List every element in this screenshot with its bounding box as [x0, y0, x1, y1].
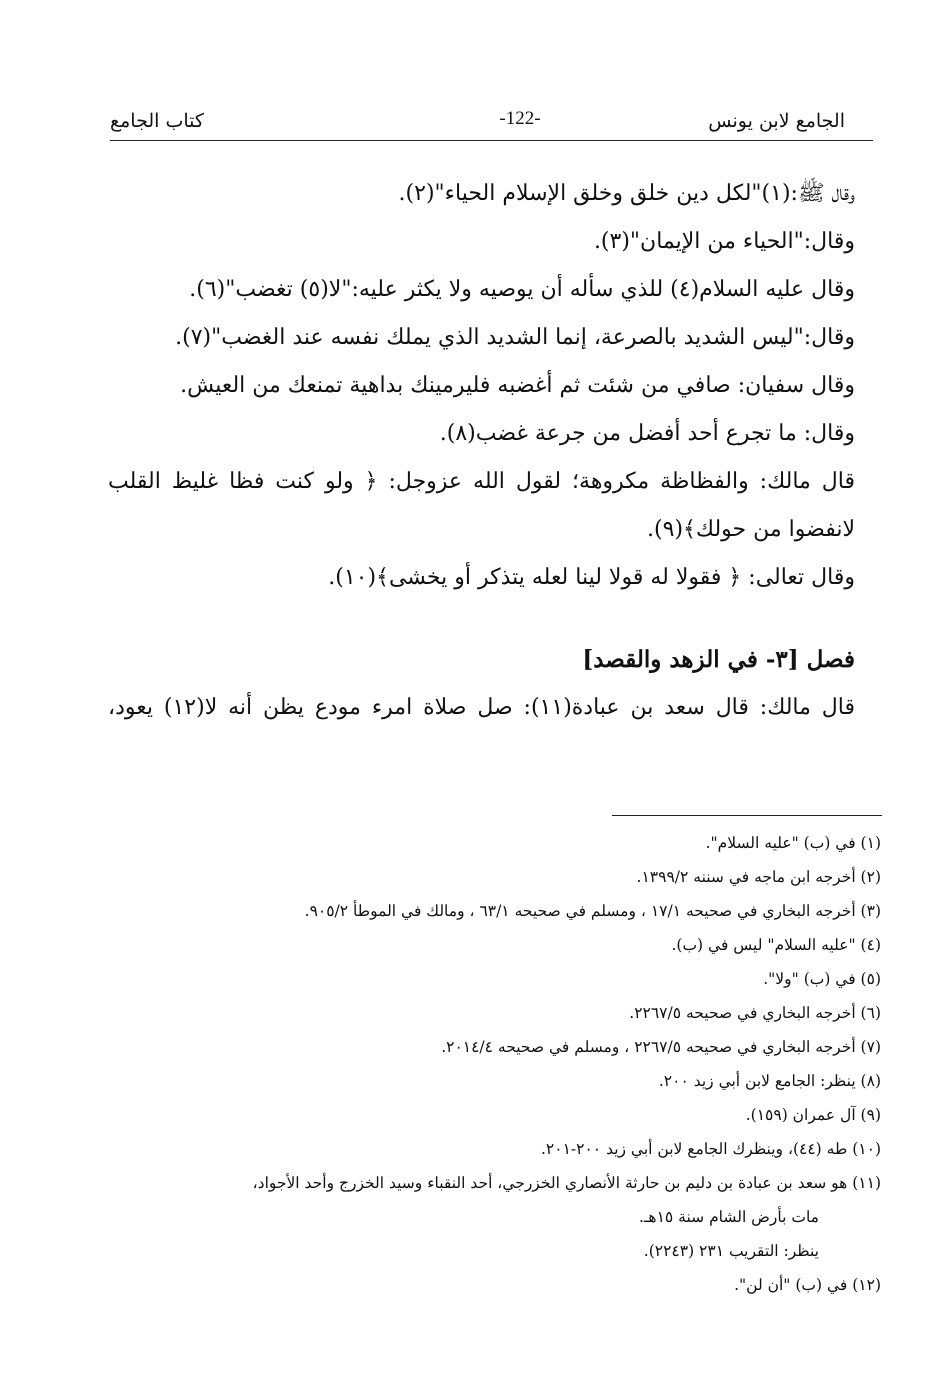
header-rule [110, 140, 873, 141]
header-section-title: كتاب الجامع [110, 110, 204, 132]
text-line: قال مالك: والفظاظة مكروهة؛ لقول الله عزوجل: ﴿ ولو كنت فظا غليظ القلب [108, 469, 855, 494]
text-line: وقال: ما تجرع أحد أفضل من جرعة غضب(٨). [439, 421, 855, 446]
running-header [110, 108, 873, 140]
footnote: (٢) أخرجه ابن ماجه في سننه ١٣٩٩/٢. [636, 868, 881, 886]
page-number: -122- [499, 108, 541, 129]
header-book-title: الجامع لابن يونس [708, 110, 845, 132]
footnote: (٣) أخرجه البخاري في صحيحه ١٧/١ ، ومسلم في صحيحه ٦٣/١ ، ومالك في الموطأ ٩٠٥/٢. [304, 902, 881, 920]
footnote: (٩) آل عمران (١٥٩). [745, 1106, 881, 1124]
footnote-continuation: مات بأرض الشام سنة ١٥هـ. [638, 1208, 819, 1226]
text-line: وقال عليه السلام(٤) للذي سأله أن يوصيه ولا يكثر عليه:"لا(٥) تغضب"(٦). [189, 277, 855, 302]
footnote: (١٢) في (ب) "أن لن". [734, 1276, 881, 1294]
text-line: قال مالك: قال سعد بن عبادة(١١): صل صلاة امرء مودع يظن أنه لا(١٢) يعود، [108, 695, 855, 720]
footnote-rule [612, 815, 882, 816]
footnote: (٨) ينظر: الجامع لابن أبي زيد ٢٠٠. [658, 1072, 881, 1090]
text-line: وقال:"ليس الشديد بالصرعة، إنما الشديد الذي يملك نفسه عند الغضب"(٧). [175, 325, 855, 350]
text-line: وقال ﷺ:(١)"لكل دين خلق وخلق الإسلام الحياء"(٢). [398, 181, 855, 206]
text-line: وقال تعالى: ﴿ فقولا له قولا لينا لعله يتذكر أو يخشى﴾(١٠). [328, 565, 855, 590]
footnote: (٧) أخرجه البخاري في صحيحه ٢٢٦٧/٥ ، ومسلم في صحيحه ٢٠١٤/٤. [441, 1038, 881, 1056]
footnote-continuation: ينظر: التقريب ٢٣١ (٢٢٤٣). [643, 1242, 819, 1260]
footnotes [100, 826, 881, 1302]
text-line: وقال سفيان: صافي من شئت ثم أغضبه فليرمينك بداهية تمنعك من العيش. [180, 373, 855, 398]
section-heading: فصل [٣- في الزهد والقصد] [582, 646, 855, 673]
footnote: (٦) أخرجه البخاري في صحيحه ٢٢٦٧/٥. [629, 1004, 881, 1022]
footnote: (١٠) طه (٤٤)، وينظرك الجامع لابن أبي زيد ٢٠٠-٢٠١. [540, 1140, 881, 1158]
text-line: وقال:"الحياء من الإيمان"(٣). [593, 229, 855, 254]
footnote: (٤) "عليه السلام" ليس في (ب). [671, 936, 881, 954]
footnote: (١١) هو سعد بن عبادة بن دليم بن حارثة الأنصاري الخزرجي، أحد النقباء وسيد الخزرج وأحد الأجواد، [252, 1174, 881, 1192]
footnote: (٥) في (ب) "ولا". [763, 970, 881, 988]
main-text [108, 170, 855, 732]
footnote: (١) في (ب) "عليه السلام". [705, 834, 881, 852]
section-gap [108, 602, 855, 636]
text-line: لانفضوا من حولك﴾(٩). [647, 517, 855, 542]
